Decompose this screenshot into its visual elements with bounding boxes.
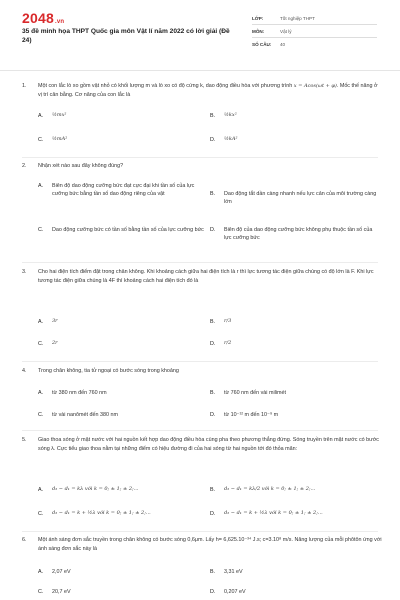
- separator: [22, 531, 378, 532]
- question-3: [22, 268, 382, 347]
- meta-subject: MÔN: Vật lý: [252, 25, 377, 38]
- option-d[interactable]: D. Biên độ của dao động cưỡng bức không phụ thuộc tần số của lực cưỡng bức: [210, 227, 373, 242]
- question-text: Một ánh sáng đơn sắc truyền trong chân không có bước sóng 0,6μm. Lấy h= 6,625.10⁻³⁴ J.s; c=3.10⁸ m/s. Năng lượng của mỗi phôtôn ứng với ánh sáng đơn sắc này là: [38, 537, 382, 552]
- meta-count: SỐ CÂU: 40: [252, 42, 286, 47]
- option-c[interactable]: C. Dao động cưỡng bức có tần số bằng tần số của lực cưỡng bức: [38, 227, 204, 233]
- option-d[interactable]: D. từ 10⁻¹² m đến 10⁻⁹ m: [210, 412, 279, 418]
- separator: [22, 361, 378, 362]
- option-c[interactable]: C. 20,7 eV: [38, 589, 71, 595]
- option-a[interactable]: A. từ 380 nm đến 760 nm: [38, 390, 107, 396]
- question-2: [22, 162, 382, 242]
- option-a[interactable]: A. Biên độ dao động cưỡng bức đạt cực đại khi tần số của lực cưỡng bức bằng tần số dao động riêng của vật: [38, 183, 195, 198]
- option-d[interactable]: D. d₂ − d₁ = k + ½λ với k = 0; ± 1; ± 2;...: [210, 510, 323, 517]
- separator: [22, 430, 378, 431]
- question-text: Cho hai điện tích điểm đặt trong chân không. Khi khoảng cách giữa hai điện tích là r thì lực tương tác điện giữa chúng có độ lớn là F. Khi lực tương tác điện giữa chúng là 4F thì khoảng cách hai điện tích đó là: [38, 269, 374, 284]
- option-b[interactable]: B. d₂ − d₁ = kλ/2 với k = 0; ± 1; ± 2;...: [210, 486, 316, 493]
- option-a[interactable]: A. 2,07 eV: [38, 569, 71, 575]
- option-c[interactable]: C. từ vài nanômét đến 380 nm: [38, 412, 118, 418]
- question-number: 2.: [22, 163, 27, 169]
- option-a[interactable]: A. d₂ − d₁ = kλ với k = 0; ± 1; ± 2;...: [38, 486, 139, 493]
- question-number: 6.: [22, 537, 27, 543]
- question-number: 5.: [22, 437, 27, 443]
- option-b[interactable]: B. r/3: [210, 318, 232, 325]
- question-5: [22, 436, 382, 517]
- header: [0, 0, 400, 64]
- question-text: Một con lắc lò xo gồm vật nhỏ có khối lượng m và lò xo có độ cứng k, dao động điều hòa với phương trình x = Acos(ωt + φ). Mốc thế năng ở vị trí cân bằng. Cơ năng của con lắc là: [38, 83, 378, 98]
- meta-class: LỚP: Tốt nghiệp THPT: [252, 12, 377, 25]
- option-a[interactable]: A. 3r: [38, 318, 58, 325]
- header-divider: [0, 70, 400, 71]
- separator: [22, 157, 378, 158]
- question-text: Giao thoa sóng ở mặt nước với hai nguồn kết hợp dao động điều hòa cùng pha theo phương thẳng đứng. Sóng truyền trên mặt nước có bước sóng λ. Cực tiểu giao thoa nằm tại những điểm có hiệu đường đi của hai sóng từ hai nguồn tới đó thỏa mãn:: [38, 437, 379, 452]
- question-text: Trong chân không, tia tử ngoại có bước sóng trong khoảng: [38, 368, 179, 374]
- question-1: [22, 82, 382, 143]
- option-b[interactable]: B. từ 760 nm đến vài milimét: [210, 390, 287, 396]
- option-c[interactable]: C. 2r: [38, 340, 58, 347]
- option-a[interactable]: A. ½mx²: [38, 112, 67, 119]
- site-logo[interactable]: 2048.vn: [22, 10, 65, 26]
- question-number: 1.: [22, 83, 27, 89]
- option-b[interactable]: B. ½kx²: [210, 112, 237, 119]
- exam-title: 35 đề minh họa THPT Quốc gia môn Vật lí năm 2022 có lời giải (Đề 24): [22, 28, 230, 44]
- option-c[interactable]: C. ½mA²: [38, 136, 68, 143]
- option-d[interactable]: D. ½kA²: [210, 136, 238, 143]
- option-d[interactable]: D. r/2: [210, 340, 232, 347]
- question-4: [22, 367, 382, 418]
- question-text: Nhận xét nào sau đây không đúng?: [38, 163, 124, 169]
- formula: x = Acos(ωt + φ): [293, 83, 337, 89]
- question-number: 3.: [22, 269, 27, 275]
- exam-meta: [252, 12, 377, 51]
- option-d[interactable]: D. 0,207 eV: [210, 589, 246, 595]
- question-number: 4.: [22, 368, 27, 374]
- separator: [22, 262, 378, 263]
- question-6: [22, 536, 382, 595]
- option-c[interactable]: C. d₂ − d₁ = k + ½λ với k = 0; ± 1; ± 2;...: [38, 510, 151, 517]
- option-b[interactable]: B. Dao động tắt dần càng nhanh nếu lực cản của môi trường càng lớn: [210, 191, 377, 206]
- option-b[interactable]: B. 3,31 eV: [210, 569, 243, 575]
